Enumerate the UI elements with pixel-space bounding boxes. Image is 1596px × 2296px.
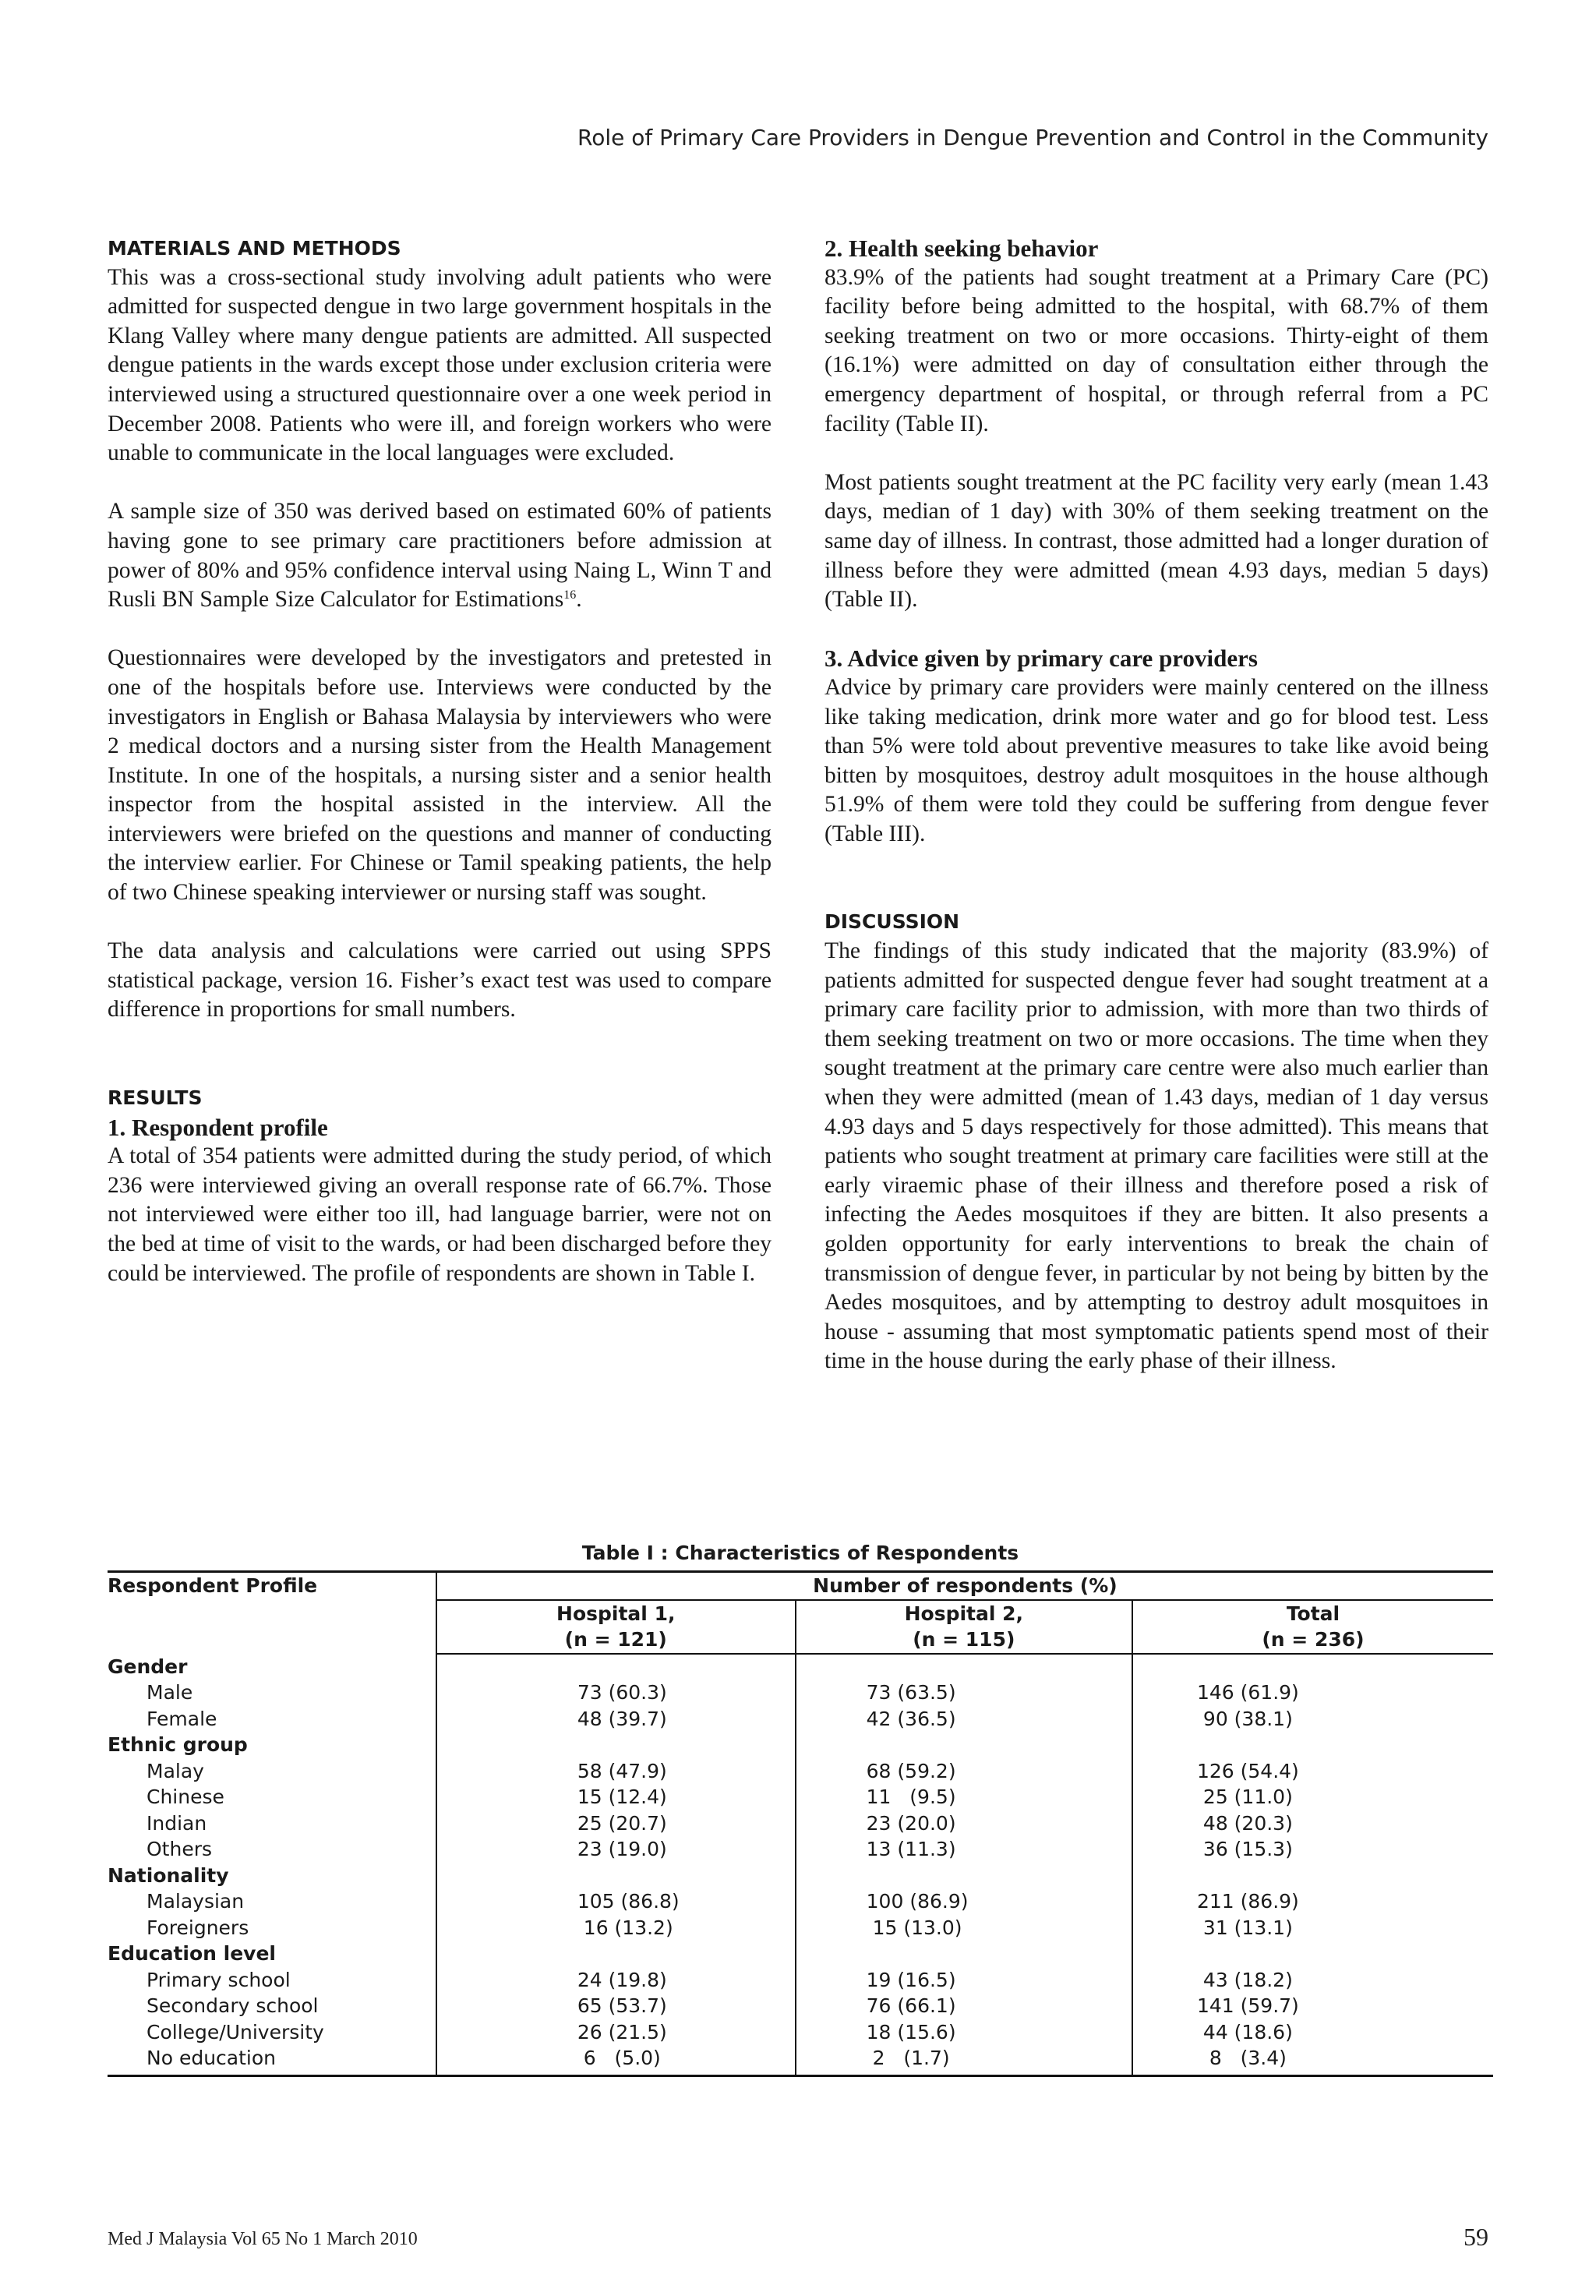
materials-heading: MATERIALS AND METHODS (108, 237, 401, 260)
total-value: 211 (86.9) (1132, 1888, 1493, 1915)
right-column (824, 234, 1488, 1376)
hospital-2-value: 19 (16.5) (796, 1967, 1132, 1994)
col-header-hospital-1 (436, 1600, 796, 1654)
total-value: 48 (20.3) (1132, 1810, 1493, 1837)
hospital-2-value: 13 (11.3) (796, 1836, 1132, 1863)
hospital-1-value: 58 (47.9) (436, 1758, 796, 1785)
table-group-row (108, 1654, 1493, 1680)
materials-paragraph-2-end: . (576, 587, 582, 613)
table-row (108, 1706, 1493, 1733)
total-value: 44 (18.6) (1132, 2019, 1493, 2046)
row-label: College/University (147, 2020, 324, 2043)
total-value: 43 (18.2) (1132, 1967, 1493, 1994)
hospital-2-n: (n = 115) (913, 1628, 1015, 1651)
hospital-1-name: Hospital 1, (556, 1602, 676, 1625)
table-caption: Table I : Characteristics of Respondents (581, 1542, 1019, 1564)
total-value: 8 (3.4) (1132, 2045, 1493, 2075)
row-label: Others (147, 1838, 213, 1860)
running-head: Role of Primary Care Providers in Dengue Prevention and Control in the Community (577, 125, 1488, 150)
left-column (108, 234, 772, 1288)
health-paragraph-2: Most patients sought treatment at the PC facility very early (mean 1.43 days, median of 1 day) with 30% of them seeking treatment on the same day of illness. In contrast, those admitted had a longer duration of illness before they were admitted (mean 4.93 days, median 5 days) (Table II). (824, 469, 1488, 613)
total-value: 146 (61.9) (1132, 1680, 1493, 1706)
table-group-row (108, 1863, 1493, 1889)
table-row (108, 1758, 1493, 1785)
results-heading: RESULTS (108, 1086, 203, 1110)
materials-paragraph-2 (108, 497, 772, 614)
journal-footer: Med J Malaysia Vol 65 No 1 March 2010 (108, 2229, 418, 2249)
reference-16: 16 (563, 588, 577, 602)
group-label: Gender (108, 1655, 188, 1678)
health-seeking-heading: 2. Health seeking behavior (824, 235, 1099, 262)
hospital-2-value: 18 (15.6) (796, 2019, 1132, 2046)
hospital-1-n: (n = 121) (564, 1628, 667, 1651)
table-row (108, 1967, 1493, 1994)
total-value: 90 (38.1) (1132, 1706, 1493, 1733)
hospital-1-value: 73 (60.3) (436, 1680, 796, 1706)
total-name: Total (1286, 1602, 1340, 1625)
hospital-2-value: 2 (1.7) (796, 2045, 1132, 2075)
row-label: No education (108, 2045, 436, 2075)
hospital-2-value: 42 (36.5) (796, 1706, 1132, 1733)
group-label: Nationality (108, 1863, 229, 1887)
table-row (108, 1680, 1493, 1706)
total-value: 25 (11.0) (1132, 1784, 1493, 1810)
materials-paragraph-4: The data analysis and calculations were carried out using SPPS statistical package, version 16. Fisher’s exact test was used to compare difference in proportions for small numbers. (108, 938, 772, 1023)
row-label: Male (147, 1681, 193, 1704)
hospital-2-value: 68 (59.2) (796, 1758, 1132, 1785)
row-label: Foreigners (147, 1916, 249, 1939)
respondents-table (108, 1570, 1493, 2077)
col-header-total (1132, 1600, 1493, 1654)
group-label: Education level (108, 1942, 277, 1965)
hospital-2-value: 23 (20.0) (796, 1810, 1132, 1837)
table-row (108, 1836, 1493, 1863)
hospital-1-value: 6 (5.0) (436, 2045, 796, 2075)
hospital-2-value: 11 (9.5) (796, 1784, 1132, 1810)
table-row (108, 1993, 1493, 2019)
table-group-row (108, 1941, 1493, 1967)
row-label: Female (147, 1707, 217, 1730)
materials-paragraph-1: This was a cross-sectional study involving adult patients who were admitted for suspected dengue in two large government hospitals in the Klang Valley where many dengue patients are admitted. All suspected dengue patients in the wards except those under exclusion criteria were interviewed using a structured questionnaire over a one week period in December 2008. Patients who were ill, and foreign workers who were unable to communicate in the local languages were excluded. (108, 264, 772, 466)
hospital-1-value: 16 (13.2) (436, 1915, 796, 1941)
total-n: (n = 236) (1262, 1628, 1365, 1651)
hospital-2-value: 15 (13.0) (796, 1915, 1132, 1941)
col-header-group: Number of respondents (%) (436, 1572, 1493, 1600)
col-header-hospital-2 (796, 1600, 1132, 1654)
discussion-paragraph: The findings of this study indicated that the majority (83.9%) of patients admitted for suspected dengue fever had sought treatment at a primary care facility prior to admission, with more than two thirds of them seeking treatment on two or more occasions. The time when they sought treatment at the primary care centre were also much earlier than when they were admitted (mean of 1.43 days, median of 1 day versus 4.93 days and 5 days respectively for those admitted). This means that patients who sought treatment at primary care facilities were still at the early viraemic phase of their illness and therefore posed a risk of infecting the Aedes mosquitoes if they are bitten. It also presents a golden opportunity for early interventions to break the chain of transmission of dengue fever, in particular by not being by bitten by the Aedes mosquitoes, and by attempting to destroy adult mosquitoes in house - assuming that most symptomatic patients spend most of their time in the house during the early phase of their illness. (824, 938, 1488, 1374)
total-value: 141 (59.7) (1132, 1993, 1493, 2019)
hospital-2-name: Hospital 2, (904, 1602, 1024, 1625)
group-label: Ethnic group (108, 1733, 248, 1756)
col-header-profile: Respondent Profile (108, 1572, 436, 1654)
hospital-1-value: 15 (12.4) (436, 1784, 796, 1810)
table-1 (108, 1542, 1493, 2077)
row-label: Malay (147, 1759, 204, 1782)
table-row (108, 2019, 1493, 2046)
hospital-2-value: 76 (66.1) (796, 1993, 1132, 2019)
discussion-heading: DISCUSSION (824, 910, 960, 934)
materials-paragraph-2-text: A sample size of 350 was derived based on estimated 60% of patients having gone to see primary care practitioners before admission at power of 80% and 95% confidence interval using Naing L, Winn T and Rusli BN Sample Size Calculator for Estimations (108, 499, 772, 613)
row-label: Chinese (147, 1786, 224, 1808)
advice-paragraph: Advice by primary care providers were mainly centered on the illness like taking medication, drink more water and go for blood test. Less than 5% were told about preventive measures to take like avoid being bitten by mosquitoes, destroy adult mosquitoes in the house although 51.9% of them were told they could be suffering from dengue fever (Table III). (824, 674, 1488, 846)
hospital-1-value: 25 (20.7) (436, 1810, 796, 1837)
row-label: Malaysian (147, 1890, 245, 1913)
advice-heading: 3. Advice given by primary care providers (824, 645, 1258, 673)
row-label: Primary school (147, 1968, 291, 1991)
respondent-profile-heading: 1. Respondent profile (108, 1113, 328, 1141)
hospital-1-value: 24 (19.8) (436, 1967, 796, 1994)
table-row (108, 1810, 1493, 1837)
row-label: Indian (147, 1811, 207, 1835)
hospital-1-value: 105 (86.8) (436, 1888, 796, 1915)
hospital-1-value: 26 (21.5) (436, 2019, 796, 2046)
hospital-1-value: 65 (53.7) (436, 1993, 796, 2019)
materials-paragraph-3: Questionnaires were developed by the investigators and pretested in one of the hospitals before use. Interviews were conducted by the investigators in English or Bahasa Malaysia by interviewers who were 2 medical doctors and a nursing sister from the Health Management Institute. In one of the hospitals, a nursing sister and a senior health inspector from the hospital assisted in the interview. All the interviewers were briefed on the questions and manner of conducting the interview earlier. For Chinese or Tamil speaking patients, the help of two Chinese speaking interviewer or nursing staff was sought. (108, 645, 772, 906)
table-row (108, 1915, 1493, 1941)
hospital-2-value: 100 (86.9) (796, 1888, 1132, 1915)
table-body (108, 1654, 1493, 2076)
table-row (108, 1784, 1493, 1810)
table-group-row (108, 1732, 1493, 1758)
table-row (108, 2045, 1493, 2075)
table-row (108, 1888, 1493, 1915)
hospital-1-value: 48 (39.7) (436, 1706, 796, 1733)
total-value: 36 (15.3) (1132, 1836, 1493, 1863)
hospital-1-value: 23 (19.0) (436, 1836, 796, 1863)
health-paragraph-1: 83.9% of the patients had sought treatment at a Primary Care (PC) facility before being admitted to the hospital, with 68.7% of them seeking treatment on two or more occasions. Thirty-eight of them (16.1%) were admitted on day of consultation either through the emergency department of hospital, or through referral from a PC facility (Table II). (824, 264, 1488, 436)
results-paragraph-1: A total of 354 patients were admitted during the study period, of which 236 were interviewed giving an overall response rate of 66.7%. Those not interviewed were either too ill, had language barrier, were not on the bed at time of visit to the wards, or had been discharged before they could be interviewed. The profile of respondents are shown in Table I. (108, 1143, 772, 1286)
total-value: 126 (54.4) (1132, 1758, 1493, 1785)
row-label: Secondary school (147, 1994, 319, 2017)
page-number: 59 (1464, 2223, 1488, 2251)
hospital-2-value: 73 (63.5) (796, 1680, 1132, 1706)
total-value: 31 (13.1) (1132, 1915, 1493, 1941)
